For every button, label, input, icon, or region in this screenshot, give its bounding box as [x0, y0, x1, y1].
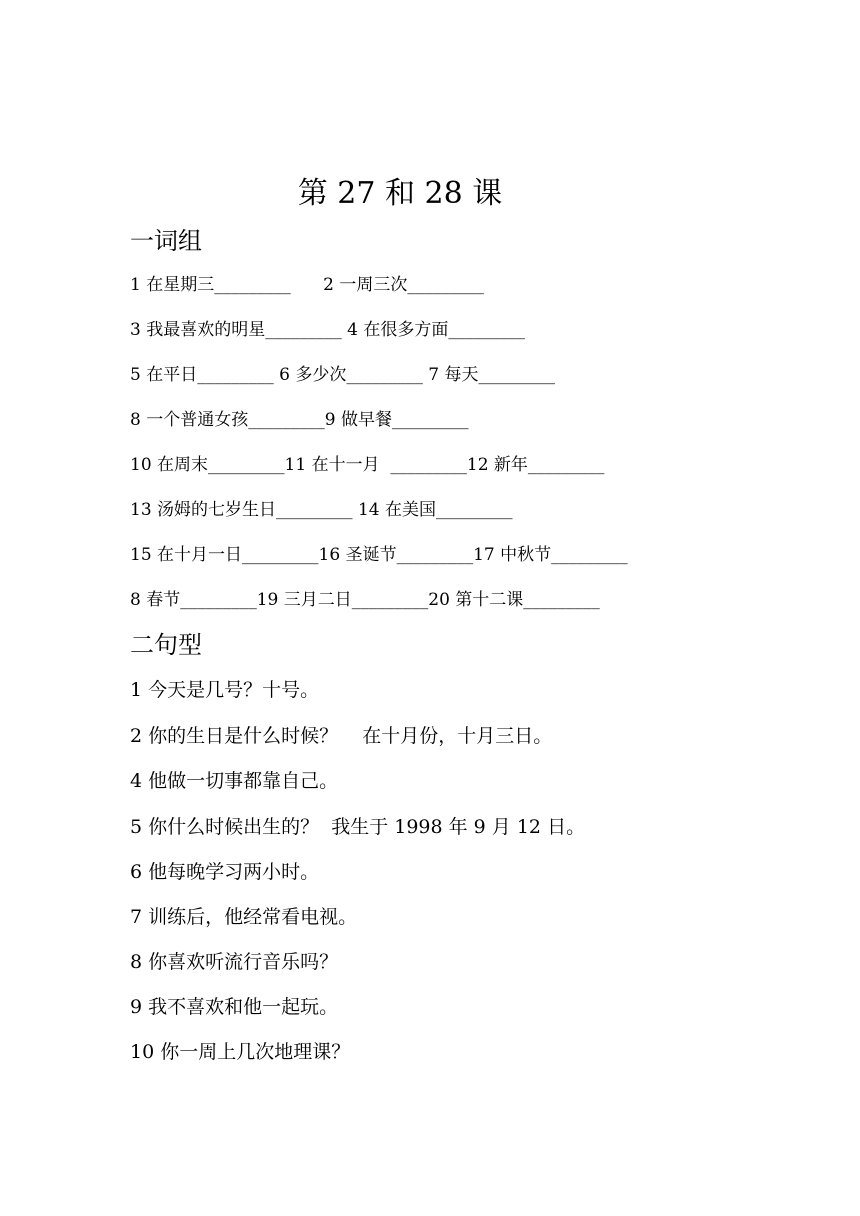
- phrase-line: 15 在十月一日_________16 圣诞节_________17 中秋节_________: [130, 545, 628, 565]
- section-heading-phrases: 一词组: [130, 227, 202, 255]
- sentence-line: 8 你喜欢听流行音乐吗？: [130, 951, 339, 973]
- sentence-line: 9 我不喜欢和他一起玩。: [130, 996, 339, 1018]
- page-title: 第 27 和 28 课: [297, 176, 503, 211]
- sentence-line: 4 他做一切事都靠自己。: [130, 770, 339, 792]
- sentence-line: 1 今天是几号？十号。: [130, 679, 320, 701]
- phrase-line: 13 汤姆的七岁生日_________ 14 在美国_________: [130, 500, 513, 520]
- phrase-line: 5 在平日_________ 6 多少次_________ 7 每天_________: [130, 365, 555, 385]
- sentence-line: 5 你什么时候出生的？ 我生于 1998 年 9 月 12 日。: [130, 816, 586, 838]
- phrase-line: 1 在星期三_________ 2 一周三次_________: [130, 275, 484, 295]
- sentence-line: 7 训练后，他经常看电视。: [130, 906, 358, 928]
- phrase-line: 8 春节_________19 三月二日_________20 第十二课_________: [130, 590, 600, 610]
- sentence-line: 10 你一周上几次地理课？: [130, 1041, 351, 1063]
- section-heading-sentences: 二句型: [130, 631, 202, 659]
- phrase-line: 8 一个普通女孩_________9 做早餐_________: [130, 410, 469, 430]
- sentence-line: 6 他每晚学习两小时。: [130, 861, 320, 883]
- phrase-line: 10 在周末_________11 在十一月 _________12 新年_________: [130, 455, 605, 475]
- phrase-line: 3 我最喜欢的明星_________ 4 在很多方面_________: [130, 320, 525, 340]
- sentence-line: 2 你的生日是什么时候？ 在十月份，十月三日。: [130, 725, 553, 747]
